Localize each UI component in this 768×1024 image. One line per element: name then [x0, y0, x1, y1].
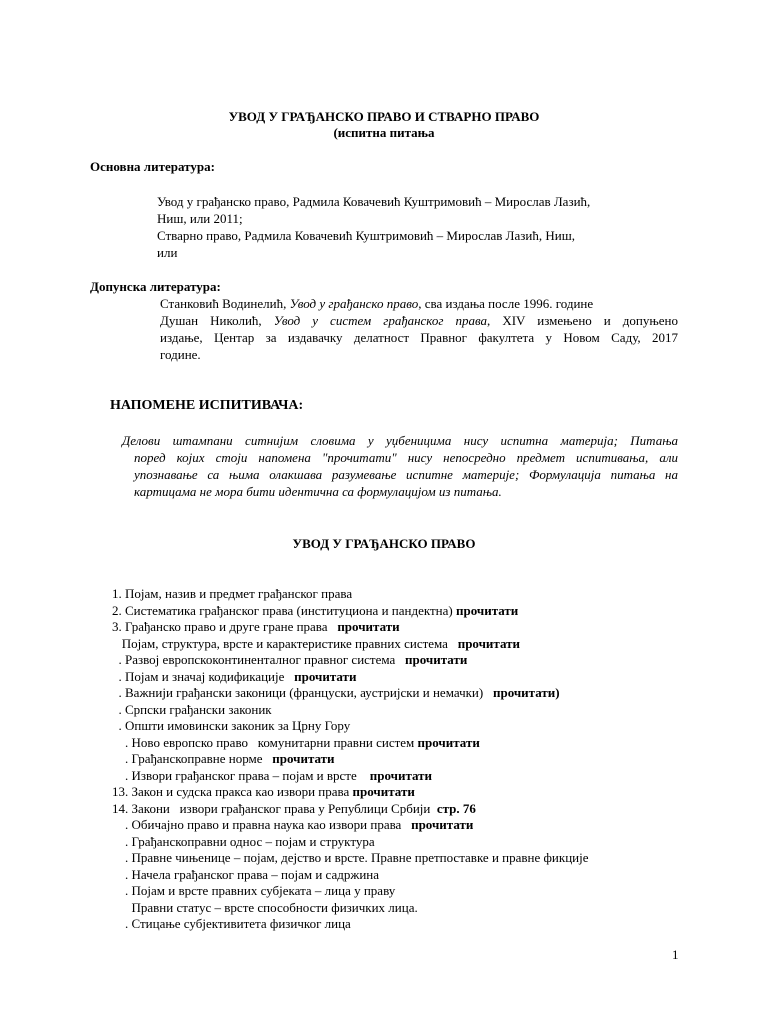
question-note: прочитати — [456, 603, 519, 618]
supplementary-item-2-author: Душан Николић, — [160, 313, 274, 328]
question-note: прочитати — [411, 817, 474, 832]
supplementary-item-2-line-3: године. — [160, 347, 201, 362]
question-text: . Правне чињенице – појам, дејство и врсте. Правне претпоставке и правне фикције — [112, 850, 589, 865]
question-item — [112, 784, 415, 800]
question-text: Појам, структура, врсте и карактеристике правних система — [112, 636, 458, 651]
question-text: 3. Грађанско право и друге гране права — [112, 619, 338, 634]
supplementary-item-2-title: Увод у систем грађанског права — [273, 313, 488, 328]
supplementary-item-2-line-1 — [160, 313, 678, 329]
question-note: прочитати — [352, 784, 415, 799]
question-note: прочитати — [405, 652, 468, 667]
question-text: . Општи имовински законик за Црну Гору — [112, 718, 351, 733]
question-item — [112, 916, 351, 932]
question-item — [112, 652, 467, 668]
question-text: Правни статус – врсте способности физичких лица. — [112, 900, 418, 915]
question-item — [112, 867, 379, 883]
page-title: УВОД У ГРАЂАНСКО ПРАВО И СТВАРНО ПРАВО — [228, 109, 540, 124]
question-item — [112, 718, 350, 734]
question-text: . Грађанскоправне норме — [112, 751, 273, 766]
question-item — [112, 751, 335, 767]
page-number: 1 — [672, 947, 679, 962]
question-item — [112, 685, 560, 701]
question-text: 2. Систематика грађанског права (институциона и пандектна) — [112, 603, 456, 618]
question-text: . Важнији грађански законици (француски, аустријски и немачки) — [112, 685, 493, 700]
basic-literature-line-2: Ниш, или 2011; — [157, 211, 243, 226]
question-item — [112, 702, 272, 718]
supplementary-literature-heading: Допунска литература: — [90, 279, 221, 294]
question-note: прочитати — [272, 751, 335, 766]
question-item — [112, 768, 432, 784]
question-item — [112, 817, 473, 833]
supplementary-item-2-rest: , XIV измењено и допуњено — [487, 313, 679, 328]
examiner-notes-line-3: упознавање са њима олакшава разумевање испитне материје; Формулација питања на — [134, 467, 678, 482]
question-item — [112, 801, 476, 817]
question-item — [112, 735, 480, 751]
question-text: . Стицање субјективитета физичког лица — [112, 916, 351, 931]
question-note: стр. 76 — [436, 801, 476, 816]
page-subtitle: (испитна питања — [333, 125, 435, 140]
question-note: прочитати) — [492, 685, 560, 700]
supplementary-item-1-author: Станковић Водинелић, — [160, 296, 290, 311]
question-item — [112, 883, 395, 899]
question-item — [112, 900, 418, 916]
basic-literature-line-4: или — [157, 245, 178, 260]
question-text: . Обичајно право и правна наука као извори права — [112, 817, 412, 832]
question-item — [112, 834, 375, 850]
question-text: . Развој европскоконтиненталног правног система — [112, 652, 406, 667]
question-text: 1. Појам, назив и предмет грађанског права — [112, 586, 353, 601]
question-note: прочитати — [417, 735, 480, 750]
question-item — [112, 603, 518, 619]
supplementary-item-1-title: Увод у грађанско право — [289, 296, 419, 311]
question-text: 14. Закони извори грађанског права у Републици Србији — [112, 801, 437, 816]
question-item — [112, 586, 352, 602]
question-item — [112, 850, 589, 866]
supplementary-item-1-rest: , сва издања после 1996. године — [418, 296, 594, 311]
supplementary-item-2-line-2: издање, Центар за издавачку делатност Правног факултета у Новом Саду, 2017 — [160, 330, 678, 345]
basic-literature-line-1: Увод у грађанско право, Радмила Ковачевић Куштримовић – Мирослав Лазић, — [157, 194, 591, 209]
question-text: . Ново европско право комунитарни правни систем — [112, 735, 418, 750]
question-text: . Појам и значај кодификације — [112, 669, 295, 684]
question-text: . Грађанскоправни однос – појам и структура — [112, 834, 375, 849]
question-text: . Начела грађанског права – појам и садржина — [112, 867, 380, 882]
question-text: . Појам и врсте правних субјеката – лица у праву — [112, 883, 396, 898]
question-item — [112, 619, 400, 635]
examiner-notes-line-4: картицама не мора бити идентична са формулацијом из питања. — [134, 484, 502, 499]
supplementary-item-1 — [160, 296, 593, 312]
basic-literature-line-3: Стварно право, Радмила Ковачевић Куштримовић – Мирослав Лазић, Ниш, — [157, 228, 575, 243]
section-heading: УВОД У ГРАЂАНСКО ПРАВО — [292, 536, 476, 551]
question-text: 13. Закон и судска пракса као извори права — [112, 784, 353, 799]
question-note: прочитати — [294, 669, 357, 684]
question-note: прочитати — [457, 636, 520, 651]
question-text: . Српски грађански законик — [112, 702, 272, 717]
examiner-notes-line-2: поред којих стоји напомена "прочитати" нису непосредно предмет испитивања, али — [134, 450, 678, 465]
question-note: прочитати — [337, 619, 400, 634]
basic-literature-heading: Основна литература: — [90, 159, 215, 174]
examiner-notes-line-1: Делови штампани ситнијим словима у уџбеницима нису испитна материја; Питања — [122, 433, 678, 448]
question-text: . Извори грађанског права – појам и врсте — [112, 768, 370, 783]
question-item — [112, 636, 520, 652]
question-item — [112, 669, 356, 685]
question-note: прочитати — [369, 768, 433, 783]
examiner-notes-heading: НАПОМЕНЕ ИСПИТИВАЧА: — [110, 398, 304, 413]
